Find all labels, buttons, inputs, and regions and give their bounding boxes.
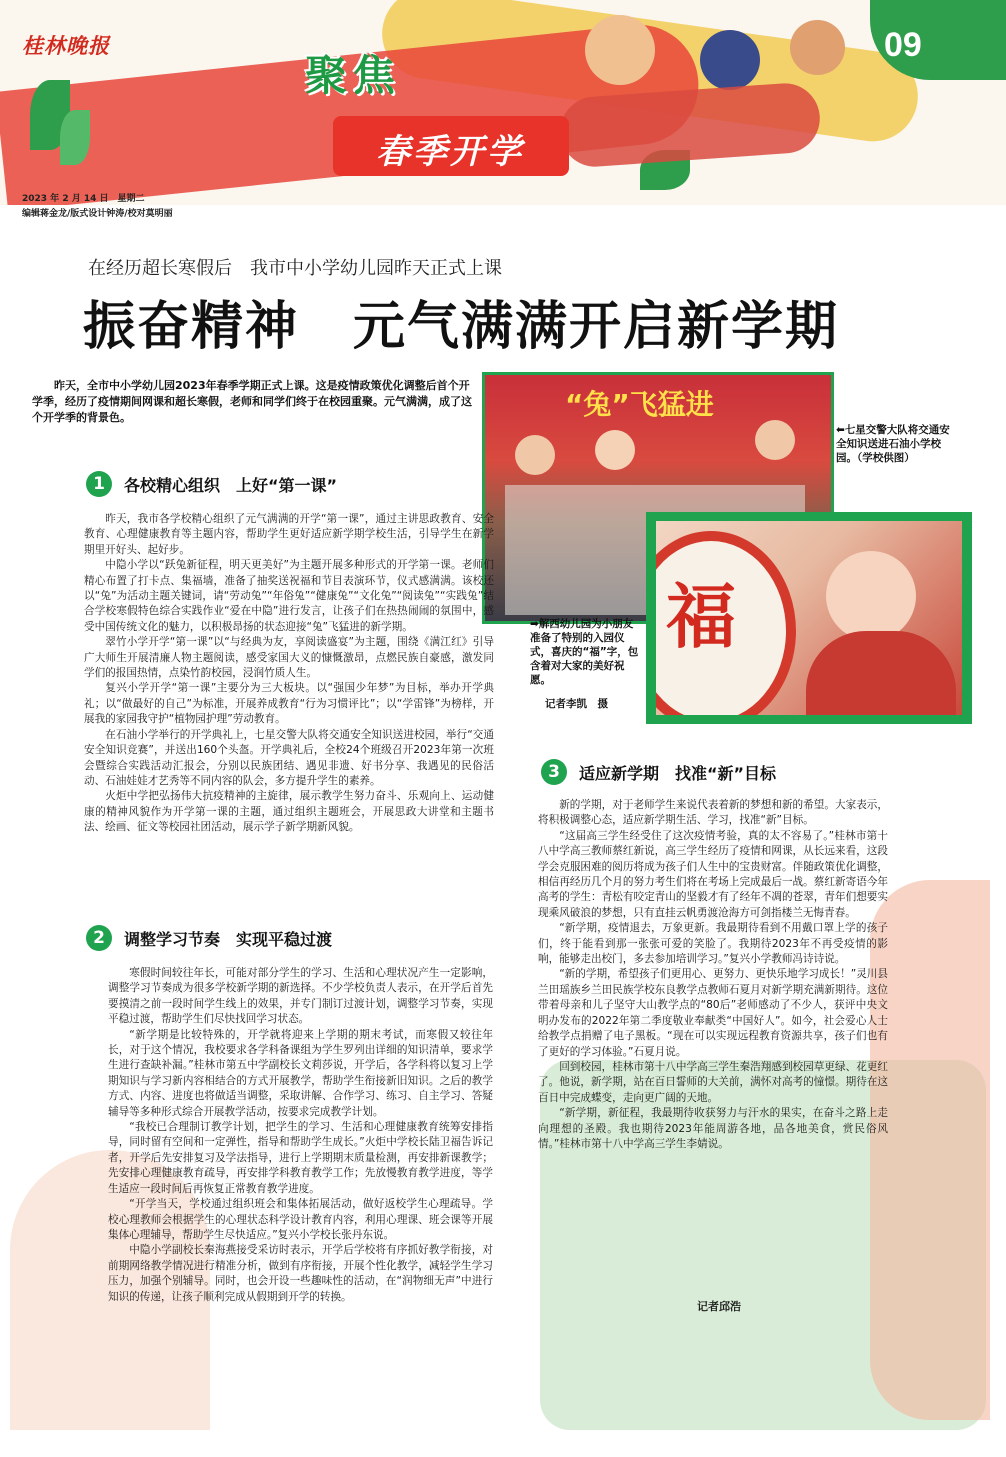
photo2-caption: ➡解西幼儿园为小朋友准备了特别的入园仪式，喜庆的“福”字，包含着对大家的美好祝愿。 (530, 618, 639, 686)
paragraph: “我校已合理制订教学计划，把学生的学习、生活和心理健康教育统筹安排指导，同时留有空间和一定弹性，指导和帮助学生成长。”火炬中学校长陆卫福告诉记者，开学后先安排复习及学法指导，进行上学期期末质量检测，再安排新课教学；先安排心理健康教育疏导，再安排学科教育教学工作；先放慢教育教学进度，等学生适应一段时间后再恢复正常教育教学进度。 (108, 1121, 493, 1195)
leaf-decoration (60, 110, 90, 165)
photo1-caption: ⬅七星交警大队将交通安全知识送进石油小学校园。（学校供图） (836, 424, 950, 464)
student-illustration (790, 20, 845, 75)
section-number-badge: 1 (86, 471, 112, 497)
arrow-left-icon: ⬅ (836, 424, 845, 436)
paragraph: “新学期，新征程，我最期待收获努力与汗水的果实，在奋斗之路上走向理想的圣殿。我也期待2023年能周游各地，品各地美食，赏民俗风情。”桂林市第十八中学高三学生李婧说。 (538, 1107, 888, 1150)
page-header (0, 0, 1006, 205)
issue-date: 2023 年 2 月 14 日 星期二 (22, 194, 145, 204)
paragraph: 复兴小学开学“第一课”主要分为三大板块。以“强国少年梦”为目标，举办开学典礼；以“做最好的自己”为标准，开展养成教育“行为习惯评比”；以“学雷锋”为榜样，开展我的家园我守护“植物园护理”劳动教育。 (84, 682, 494, 726)
student-illustration (870, 880, 990, 1420)
section-number-badge: 3 (541, 759, 567, 785)
editor-credits: 编辑蒋金龙/版式设计钟涛/校对莫明丽 (22, 209, 173, 219)
article-title: 振奋精神 元气满满开启新学期 (83, 297, 840, 357)
arrow-right-icon: ➡ (530, 618, 539, 630)
paragraph: 新的学期，对于老师学生来说代表着新的梦想和新的希望。大家表示，将积极调整心态，适应新学期生活、学习，找准“新”目标。 (538, 799, 888, 827)
newspaper-masthead: 桂林晚报 (22, 33, 110, 58)
student-illustration (585, 15, 655, 85)
child-figure (826, 551, 916, 641)
student-illustration (700, 30, 760, 90)
section-heading: 各校精心组织 上好“第一课” (124, 476, 338, 495)
paragraph: 中隐小学副校长秦海燕接受采访时表示，开学后学校将有序抓好教学衔接，对前期网络教学情况进行精准分析，做到有序衔接，开展个性化教学，减轻学生学习压力，加强个别辅导。同时，也会开设一些趣味性的活动，在“润物细无声”中进行知识的传递，让孩子顺利完成从假期到开学的转换。 (108, 1244, 493, 1303)
topic-banner-text: 春季开学 (376, 132, 524, 172)
paragraph: “新学期，疫情退去，万象更新。我最期待看到不用戴口罩上学的孩子们，终于能看到那一张张可爱的笑脸了。我期待2023年不再受疫情的影响，能够走出校门，多去参加培训学习。”复兴小学教师冯诗诗说。 (538, 922, 888, 966)
paragraph: 在石油小学举行的开学典礼上，七星交警大队将交通安全知识送进校园，举行“交通安全知识竞赛”，并送出160个头盔。开学典礼后，全校24个班级召开2023年第一次班会暨综合实践活动汇报会，分别以民族团结、遇见非遗、好书分享、我遇见的民俗活动、石油娃娃才艺秀等不同内容的队会，多方提升学生的素养。 (84, 728, 494, 787)
section-number-badge: 2 (86, 925, 112, 951)
section-heading: 调整学习节奏 实现平稳过渡 (124, 930, 333, 949)
person-figure (515, 435, 555, 475)
paragraph: 寒假时间较往年长，可能对部分学生的学习、生活和心理状况产生一定影响，调整学习节奏成为很多学校新学期的新选择。不少学校负责人表示，在开学后首先要摸清之前一段时间学生线上的效果，并专门制订过渡计划，调整学习节奏，实现平稳过渡，帮助学生们尽快找回学习状态。 (108, 967, 493, 1026)
paragraph: 火炬中学把弘扬伟大抗疫精神的主旋律，展示教学生努力奋斗、乐观向上、运动健康的精神风貌作为开学第一课的主题，通过组织主题班会，开展思政大讲堂和主题书法、绘画、征文等校园社团活动，展示学子新学期新风貌。 (84, 790, 494, 834)
section-body (84, 512, 494, 836)
paragraph: 回到校园，桂林市第十八中学高三学生秦浩翔感到校园草更绿、花更红了。他说，新学期，站在百日誓师的大关前，满怀对高考的憧憬。期待在这百日中完成蝶变，走向更广阔的天地。 (538, 1060, 888, 1104)
section-body (108, 966, 493, 1305)
column-title: 聚焦 (305, 51, 402, 100)
page-number: 09 (884, 26, 922, 64)
section-heading: 适应新学期 找准“新”目标 (579, 764, 777, 783)
paragraph: “开学当天，学校通过组织班会和集体拓展活动，做好返校学生心理疏导。学校心理教师会根据学生的心理状态科学设计教育内容，利用心理课、班会课等开展集体心理辅导，帮助学生尽快适应。”复兴小学校长张丹东说。 (108, 1198, 493, 1241)
paragraph: “新的学期，希望孩子们更用心、更努力、更快乐地学习成长！”灵川县兰田瑶族乡兰田民族学校东良教学点教师石夏月对新学期充满新期待。这位带着母亲和儿子坚守大山教学点的“80后”老师感动了不少人，获评中央文明办发布的2022年第二季度敬业奉献类“中国好人”。如今，社会爱心人士给教学点捐赠了电子黑板。“现在可以实现远程教育资源共享，孩子们也有了更好的学习体验。”石夏月说。 (538, 968, 888, 1058)
paragraph: 翠竹小学开学“第一课”以“与经典为友，享阅读盛宴”为主题，围绕《满江红》引导广大师生开展清廉人物主题阅读，感受家国大义的慷慨激昂，点燃民族自豪感，激发同学们的报国热情，点染竹韵校园，浸润竹质人生。 (84, 636, 494, 680)
fu-character: 福 (666, 575, 736, 658)
photo-kindergarten (656, 521, 962, 715)
paragraph: 中隐小学以“跃兔新征程，明天更美好”为主题开展多种形式的开学第一课。老师们精心布置了打卡点、集福墙，准备了抽奖送祝福和节目表演环节，仪式感满满。该校还以“兔”为活动主题关键词，请“劳动兔”“年俗兔”“健康兔”“文化兔”“阅读兔”“实践兔”结合学校寒假特色综合实践作业“爱在中隐”进行发言，让孩子们在热热闹闹的氛围中，感受中国传统文化的魅力，以积极昂扬的状态迎接“兔”飞猛进的新学期。 (84, 559, 494, 633)
article-subtitle: 在经历超长寒假后 我市中小学幼儿园昨天正式上课 (88, 258, 502, 279)
paragraph: 昨天，我市各学校精心组织了元气满满的开学“第一课”，通过主讲思政教育、安全教育、心理健康教育等主题内容，帮助学生更好适应新学期学校生活，引导学生在新学期里开好头、起好步。 (84, 513, 494, 556)
person-figure (595, 430, 635, 470)
paragraph: “新学期是比较特殊的，开学就将迎来上学期的期末考试，而寒假又较往年长，对于这个情况，我校要求各学科备课组为学生罗列出详细的知识清单，要求学生进行查缺补漏。”桂林市第五中学副校长文莉莎说，开学后，各学科将以复习上学期知识与学习新内容相结合的方式开展教学，帮助学生衔接新旧知识。之后的教学方式、内容、进度也将做适当调整，采取讲解、合作学习、练习、自主学习、答疑辅导等多种形式综合开展教学活动，按要求完成教学计划。 (108, 1028, 493, 1118)
child-figure (806, 631, 956, 715)
photo2-credit: 记者李凯 摄 (545, 698, 608, 710)
section-body (538, 798, 888, 1152)
byline: 记者邱浩 (697, 1300, 741, 1313)
paragraph: “这届高三学生经受住了这次疫情考验，真的太不容易了。”桂林市第十八中学高三教师蔡红新说，高三学生经历了疫情和网课，从长远来看，这段学会克服困难的阅历将成为孩子们人生中的宝贵财富。伴随政策优化调整，相信再经历几个月的努力考生们将在考场上完成最后一战。蔡红新寄语今年高考的学生：青松有咬定青山的坚毅才有了经年不凋的苍翠，青年们想要实现乘风破浪的梦想，只有直挂云帆勇渡沧海方可剑指楼兰无悔青春。 (538, 829, 888, 919)
article-lead: 昨天，全市中小学幼儿园2023年春季学期正式上课。这是疫情政策优化调整后首个开学季，经历了疫情期间网课和超长寒假，老师和同学们终于在校园重聚。元气满满，成了这个开学季的背景色。 (32, 379, 472, 424)
person-figure (755, 420, 795, 460)
photo-sign-text: “兔”飞猛进 (565, 388, 714, 421)
